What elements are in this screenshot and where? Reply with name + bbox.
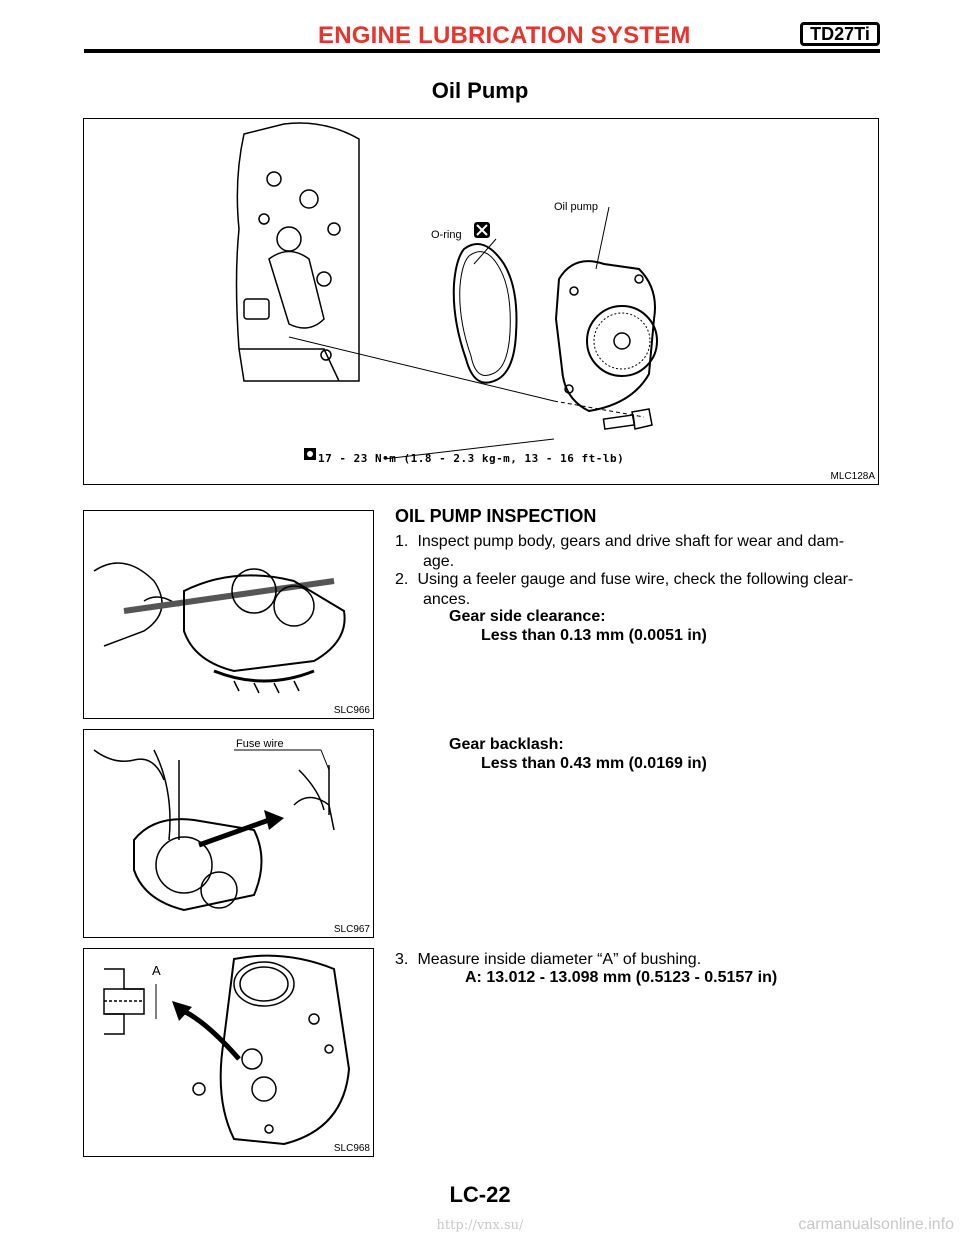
step-1 — [395, 532, 885, 552]
oil-pump-label: Oil pump — [554, 201, 599, 213]
step-text: Using a feeler gauge and fuse wire, check the following clear- — [417, 571, 854, 588]
bushing-diameter-figure — [83, 948, 374, 1157]
replace-part-icon — [474, 222, 490, 238]
step-number: 3. — [395, 951, 409, 968]
gear-side-clearance-label: Gear side clearance: — [449, 608, 606, 625]
step-number: 1. — [395, 533, 409, 550]
figure-code: MLC128A — [830, 471, 875, 482]
torque-spec: 17 - 23 N•m (1.8 - 2.3 kg-m, 13 - 16 ft-lb) — [318, 452, 625, 465]
bushing-drawing — [84, 949, 375, 1158]
step-1-continued: age. — [423, 553, 455, 570]
figure-code: SLC966 — [333, 705, 370, 716]
step-2 — [395, 570, 885, 590]
header-divider — [84, 49, 880, 53]
oil-pump-exploded-figure — [83, 118, 879, 485]
gear-backlash-value: Less than 0.43 mm (0.0169 in) — [481, 755, 707, 772]
gear-backlash-label: Gear backlash: — [449, 736, 564, 753]
figure-code: SLC968 — [333, 1143, 370, 1154]
page-title: Oil Pump — [431, 78, 529, 103]
step-text: Measure inside diameter “A” of bushing. — [417, 951, 702, 968]
section-title: OIL PUMP INSPECTION — [395, 506, 597, 526]
feeler-gauge-drawing — [84, 511, 375, 720]
gear-side-clearance-figure — [83, 510, 374, 719]
oil-pump-exploded-drawing — [84, 119, 880, 486]
source-link[interactable]: http://vnx.su/ — [436, 1218, 524, 1233]
bushing-diameter-value: A: 13.012 - 13.098 mm (0.5123 - 0.5157 in) — [465, 969, 778, 986]
dimension-a-label: A — [152, 963, 161, 978]
step-2-continued: ances. — [423, 591, 471, 608]
fuse-wire-label: Fuse wire — [236, 738, 284, 750]
model-badge: TD27Ti — [800, 22, 880, 46]
torque-wrench-icon — [304, 448, 316, 460]
step-3 — [395, 950, 885, 970]
page-number: LC-22 — [449, 1182, 511, 1207]
fuse-wire-drawing — [84, 730, 375, 939]
gear-backlash-figure — [83, 729, 374, 938]
step-number: 2. — [395, 571, 409, 588]
watermark: carmanualsonline.info — [798, 1216, 954, 1233]
section-header-title: ENGINE LUBRICATION SYSTEM — [318, 22, 691, 49]
gear-side-clearance-value: Less than 0.13 mm (0.0051 in) — [481, 627, 707, 644]
step-text: Inspect pump body, gears and drive shaft for wear and dam- — [417, 533, 845, 550]
o-ring-label: O-ring — [431, 229, 462, 241]
figure-code: SLC967 — [333, 924, 370, 935]
